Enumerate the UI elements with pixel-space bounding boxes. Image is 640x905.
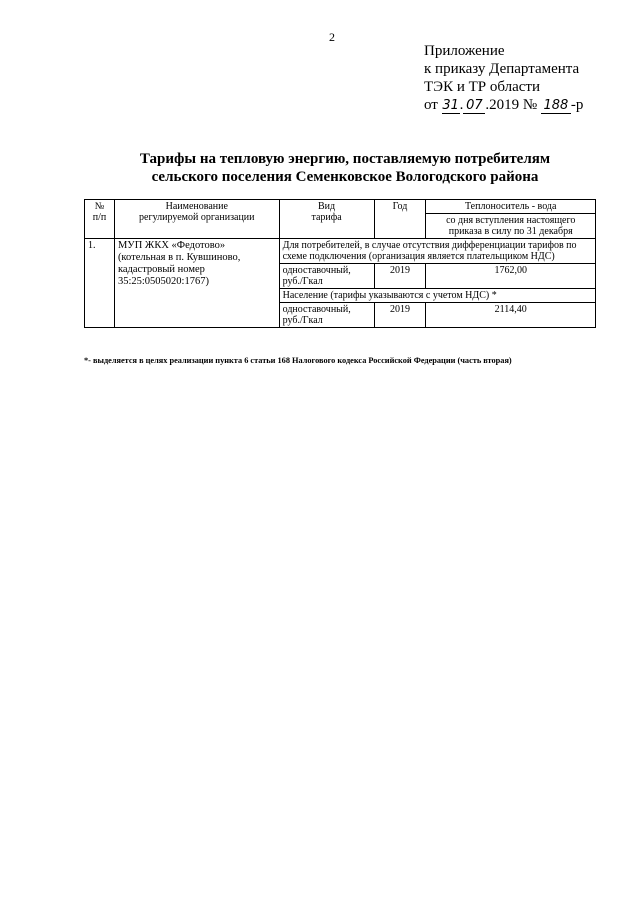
header-num: № п/п [85,200,115,239]
row-num: 1. [85,239,115,328]
value-2: 2114,40 [426,303,596,328]
year-1: 2019 [374,264,426,289]
page-number: 2 [329,30,335,44]
appendix-date-line: от 31. 07 .2019 № 188 -р [424,97,584,113]
value-1: 1762,00 [426,264,596,289]
appendix-line-3: ТЭК и ТР области [424,79,540,95]
header-tariff-type: Вид тарифа [279,200,374,239]
order-number: 188 [541,99,571,114]
footnote: *- выделяется в целях реализации пункта 6 статьи 168 Налогового кодекса Российской Федерации (часть вторая) [84,356,512,365]
year-2: 2019 [374,303,426,328]
title-line-1: Тарифы на тепловую энергию, поставляемую потребителям [139,151,551,167]
title-line-2: сельского поселения Семенковское Вологодского района [151,169,539,185]
row-org: МУП ЖКХ «Федотово» (котельная в п. Кувшиново, кадастровый номер 35:25:0505020:1767) [114,239,279,328]
header-carrier: Теплоноситель - вода [426,200,596,214]
date-day: 31 [442,98,459,113]
date-year: .2019 № [485,97,538,113]
header-year: Год [374,200,426,239]
tariff-type-1: одноставочный, руб./Гкал [279,264,374,289]
date-month: 07 [463,99,485,114]
section-population: Население (тарифы указываются с учетом НДС) * [279,289,595,303]
table-header-row [85,200,596,214]
tariff-table [84,199,596,328]
header-period: со дня вступления настоящего приказа в силу по 31 декабря [426,214,596,239]
appendix-line-1: Приложение [424,43,505,59]
document-title [80,150,610,186]
appendix-block [424,42,583,114]
header-org: Наименование регулируемой организации [114,200,279,239]
section-no-differentiation: Для потребителей, в случае отсутствия дифференциации тарифов по схеме подключения (организация является плательщиком НДС) [279,239,595,264]
appendix-line-2: к приказу Департамента [424,61,580,77]
tariff-type-2: одноставочный, руб./Гкал [279,303,374,328]
table-row [85,239,596,264]
date-prefix: от [424,97,438,113]
order-suffix: -р [570,97,584,113]
